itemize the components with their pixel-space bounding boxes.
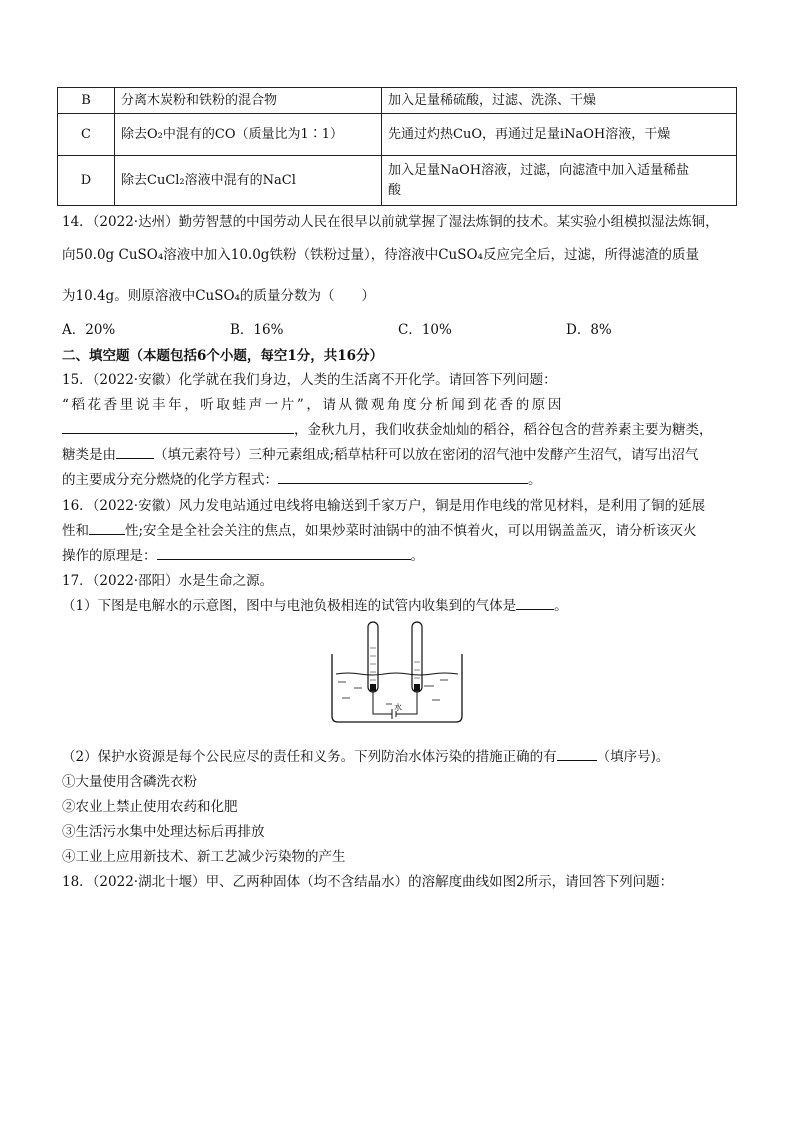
- q15-line4-text-a: 糖类是由: [62, 447, 116, 463]
- q17-line1: 17．（2022·邵阳）水是生命之源。: [62, 573, 274, 589]
- row-label: D: [58, 156, 115, 206]
- q17-part2-text-a: （2）保护水资源是每个公民应尽的责任和义务。下列防治水体污染的措施正确的有: [62, 749, 557, 765]
- option-b: B．16%: [230, 322, 284, 338]
- answer-blank: [157, 547, 411, 560]
- row-goal: 除去O₂中混有的CO（质量比为1∶1）: [115, 114, 382, 156]
- row-method: [382, 156, 737, 206]
- q15-line1: 15．（2022·安徽）化学就在我们身边，人类的生活离不开化学。请回答下列问题：: [62, 372, 557, 388]
- q15-line5: [62, 468, 542, 488]
- options-table: [57, 87, 737, 206]
- q16-line3: [62, 544, 424, 564]
- q17-part2-text-b: （填序号)。: [596, 749, 670, 765]
- q18-line1: 18．（2022·湖北十堰）甲、乙两种固体（均不含结晶水）的溶解度曲线如图2所示，请回答下列问题：: [62, 874, 674, 890]
- q15-line5-text-b: 。: [528, 472, 542, 488]
- q16-line2-text-a: 性和: [62, 523, 89, 539]
- q14-line3: 为10.4g。则原溶液中CuSO₄的质量分数为（ ）: [62, 288, 375, 304]
- answer-blank: [89, 522, 125, 535]
- row-method: 先通过灼热CuO，再通过足量iNaOH溶液，干燥: [382, 114, 737, 156]
- q16-line3-text-a: 操作的原理是：: [62, 548, 157, 564]
- answer-blank: [62, 421, 294, 434]
- answer-blank: [557, 748, 597, 761]
- q14-line1: 14．（2022·达州）勤劳智慧的中国劳动人民在很早以前就掌握了湿法炼铜的技术。某实验小组模拟湿法炼铜，: [62, 214, 719, 230]
- answer-blank: [278, 471, 528, 484]
- row-label: C: [58, 114, 115, 156]
- q15-line5-text-a: 的主要成分充分燃烧的化学方程式：: [62, 472, 278, 488]
- q17-part1-text-b: 。: [554, 598, 568, 614]
- list-item: ②农业上禁止使用农药和化肥: [62, 799, 238, 815]
- q14-options: [62, 318, 742, 336]
- section-heading: 二、填空题（本题包括6个小题，每空1分，共16分）: [62, 348, 384, 364]
- q17-part2: [62, 745, 669, 765]
- answer-blank: [516, 597, 554, 610]
- answer-blank: [116, 446, 154, 459]
- q15-line4-text-b: （填元素符号）三种元素组成;稻草枯秆可以放在密闭的沼气池中发酵产生沼气，请写出沼气: [154, 447, 699, 463]
- q16-line1: 16．（2022·安徽）风力发电站通过电线将电输送到千家万户，铜是用作电线的常见材料，是利用了铜的延展: [62, 498, 706, 514]
- row-method: 加入足量稀硫酸，过滤、洗涤、干燥: [382, 88, 737, 114]
- q15-line3-text: ，金秋九月，我们收获金灿灿的稻谷，稻谷包含的营养素主要为糖类，: [294, 422, 713, 438]
- q17-part1: [62, 594, 568, 614]
- table-row: [58, 156, 737, 206]
- option-c: C．10%: [398, 322, 452, 338]
- row-goal: 除去CuCl₂溶液中混有的NaCl: [115, 156, 382, 206]
- option-a: A．20%: [62, 322, 116, 338]
- list-item: ④工业上应用新技术、新工艺减少污染物的产生: [62, 849, 346, 865]
- figure-label: 水: [394, 703, 402, 712]
- row-label: B: [58, 88, 115, 114]
- q16-line2-text-b: 性;安全是全社会关注的焦点，如果炒菜时油锅中的油不慎着火，可以用锅盖盖灭，请分析该灭火: [125, 523, 697, 539]
- list-item: ①大量使用含磷洗衣粉: [62, 774, 197, 790]
- q15-line2-text: “稻花香里说丰年，听取蛙声一片”，请从微观角度分析闻到花香的原因: [62, 397, 565, 413]
- q14-line2: 向50.0g CuSO₄溶液中加入10.0g铁粉（铁粉过量），待溶液中CuSO₄反应完全后，过滤，所得滤渣的质量: [62, 247, 699, 263]
- q16-line3-text-b: 。: [410, 548, 424, 564]
- electrolysis-diagram: [328, 618, 468, 728]
- list-item: ③生活污水集中处理达标后再排放: [62, 824, 265, 840]
- row-goal: 分离木炭粉和铁粉的混合物: [115, 88, 382, 114]
- q15-line3: [62, 418, 713, 438]
- q16-line2: [62, 519, 697, 539]
- q15-line4: [62, 443, 699, 463]
- row-method-line2: 酸: [388, 182, 402, 198]
- option-d: D．8%: [566, 322, 612, 338]
- row-method-line1: 加入足量NaOH溶液，过滤，向滤渣中加入适量稀盐: [388, 162, 690, 178]
- table-row: [58, 88, 737, 114]
- table-row: [58, 114, 737, 156]
- q15-line2: [62, 393, 730, 413]
- q17-part1-text-a: （1）下图是电解水的示意图，图中与电池负极相连的试管内收集到的气体是: [62, 598, 517, 614]
